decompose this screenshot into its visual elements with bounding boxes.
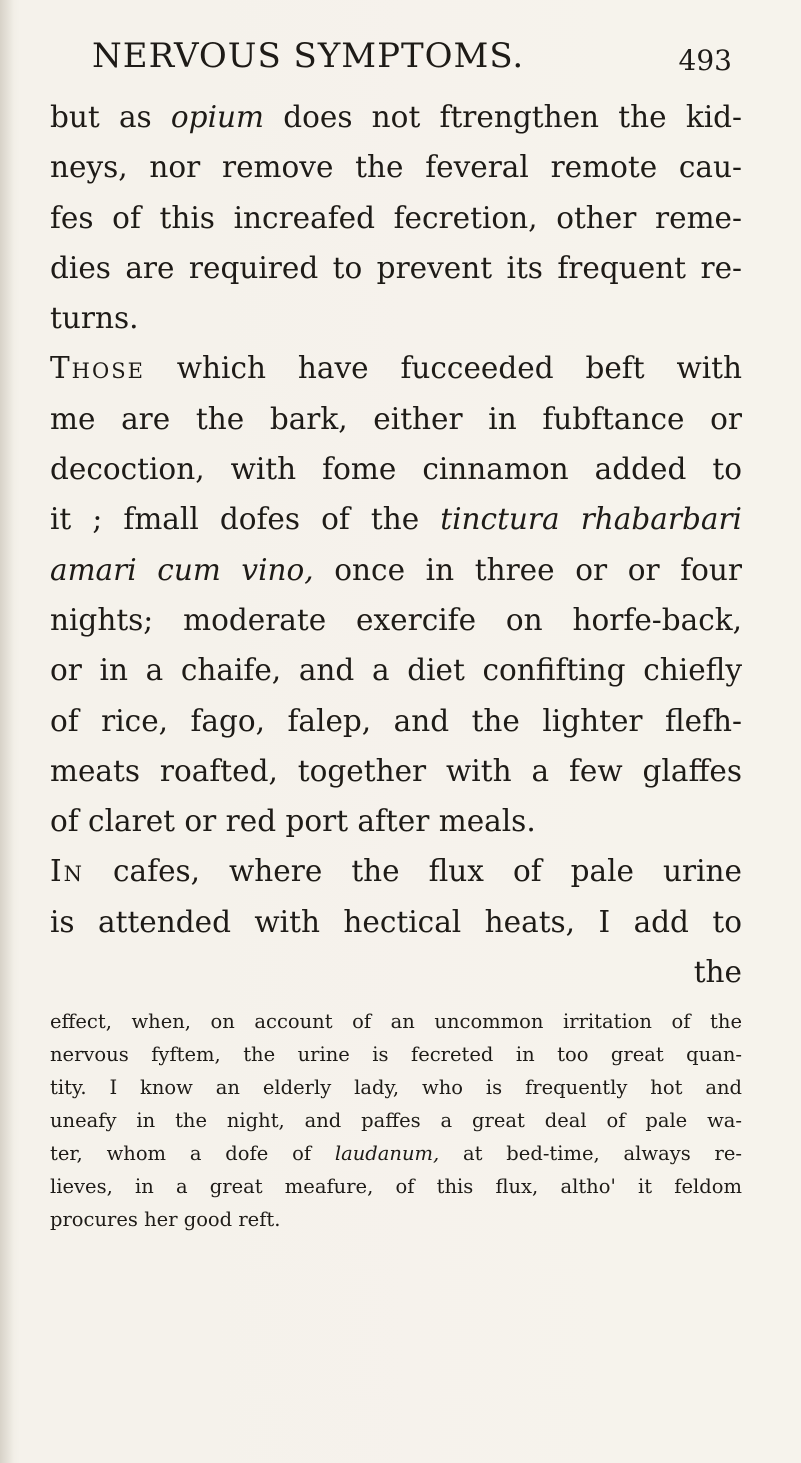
text-line: turns. xyxy=(50,301,139,336)
text-line: fes of this increafed fecretion, other reme- xyxy=(50,200,742,235)
footnote-line: uneafy in the night, and paffes a great deal of pale wa- xyxy=(50,1109,742,1132)
text-line: decoction, with fome cinnamon added to xyxy=(50,452,742,487)
body-text xyxy=(50,92,742,997)
footnote-line: effect, when, on account of an uncommon irritation of the xyxy=(50,1010,742,1033)
text-line: amari cum vino, once in three or or four xyxy=(50,552,742,587)
text-line: dies are required to prevent its frequent re- xyxy=(50,250,742,285)
text-line: but as opium does not ftrengthen the kid- xyxy=(50,100,742,134)
gutter-shadow xyxy=(0,0,14,1463)
footnote xyxy=(50,1005,742,1236)
text-line: Those which have fucceeded beft with xyxy=(50,351,742,386)
text-line: In cafes, where the flux of pale urine xyxy=(50,854,742,889)
text-line: of rice, fago, falep, and the lighter flefh- xyxy=(50,703,742,738)
page-number: 493 xyxy=(678,44,732,77)
footnote-line: nervous fyftem, the urine is fecreted in too great quan- xyxy=(50,1043,742,1066)
text-line: of claret or red port after meals. xyxy=(50,804,536,839)
text-line: is attended with hectical heats, I add to xyxy=(50,904,742,939)
text-line: neys, nor remove the feveral remote cau- xyxy=(50,150,742,185)
footnote-line: tity. I know an elderly lady, who is frequently hot and xyxy=(50,1076,742,1099)
footnote-line: procures her good reft. xyxy=(50,1208,281,1231)
text-line: nights; moderate exercife on horfe-back, xyxy=(50,602,742,637)
text-line: meats roafted, together with a few glaffes xyxy=(50,753,742,788)
running-head: NERVOUS SYMPTOMS. xyxy=(92,36,525,76)
footnote-line: ter, whom a dofe of laudanum, at bed-time, always re- xyxy=(50,1142,742,1165)
text-line: me are the bark, either in fubftance or xyxy=(50,401,742,436)
catchword: the xyxy=(693,955,742,990)
text-line: or in a chaife, and a diet confifting chiefly xyxy=(50,653,742,688)
page-header xyxy=(92,36,732,86)
text-line: it ; fmall dofes of the tinctura rhabarbari xyxy=(50,502,742,537)
footnote-line: lieves, in a great meafure, of this flux, altho' it feldom xyxy=(50,1175,742,1198)
